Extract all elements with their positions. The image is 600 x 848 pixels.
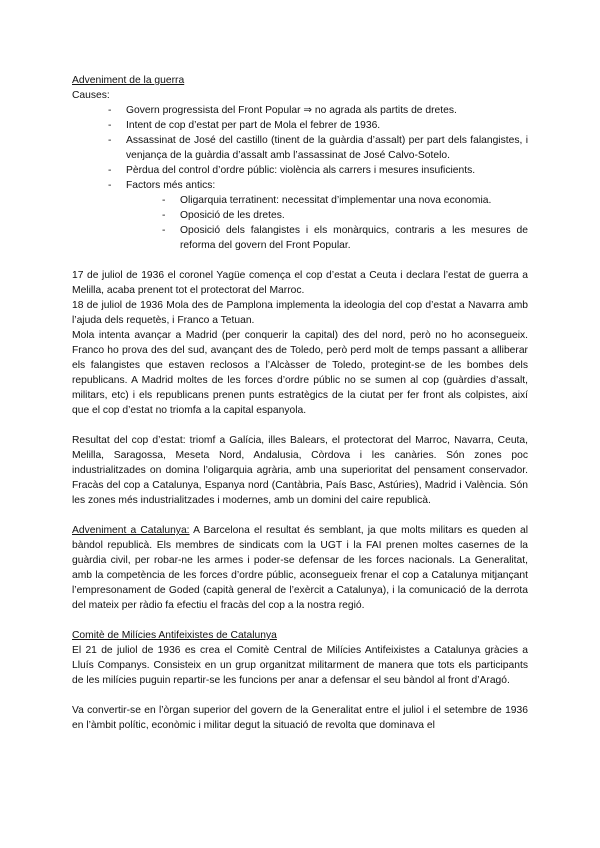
- spacer: [72, 613, 528, 628]
- paragraph-catalunya: [72, 523, 528, 613]
- section-heading-adveniment-catalunya: Adveniment a Catalunya:: [72, 525, 190, 536]
- sub-cause-item: - Oligarquia terratinent: necessitat d’implementar una nova economia.: [162, 193, 528, 208]
- catalunya-text: A Barcelona el resultat és semblant, ja que molts militars es queden al bàndol republicà. Els membres de sindicats com la UGT i la FAI prenen moltes casernes de la guàrdia civil, per robar-ne les armes i poder-se defensar de les forces nacionals. La Generalitat, amb la competència de les forces d’ordre públic, aconsegueix frenar el cop a Catalunya mitjançant l’empresonament de Goded (capità general de l’exèrcit a Catalunya), i la comunicació de la derrota del mateix per ràdio fa efectiu el fracàs del cop a la nostra regió.: [72, 525, 528, 611]
- causes-label: Causes:: [72, 90, 110, 101]
- spacer: [72, 418, 528, 433]
- cause-item-label: Factors més antics:: [126, 180, 216, 191]
- causes-list: [72, 103, 528, 253]
- paragraph-resultat: Resultat del cop d’estat: triomf a Galícia, illes Balears, el protectorat del Marroc, Navarra, Ceuta, Melilla, Saragossa, Meseta Nord, Andalusia, Còrdova i les canàries. Són zones poc industrialitzades on domina l’oligarquia agrària, amb una superioritat del pensament conservador. Fracàs del cop a Catalunya, Espanya nord (Cantàbria, País Basc, Astúries), Madrid i València. Són les zones més industrialitzades i modernes, amb un domini del caire republicà.: [72, 435, 528, 506]
- cause-item: - Intent de cop d’estat per part de Mola el febrer de 1936.: [108, 118, 528, 133]
- spacer: [72, 253, 528, 268]
- paragraph-17-juliol: 17 de juliol de 1936 el coronel Yagüe comença el cop d’estat a Ceuta i declara l’estat de guerra a Melilla, acaba prenent tot el protectorat del Marroc.: [72, 270, 528, 296]
- paragraph-18-juliol: 18 de juliol de 1936 Mola des de Pamplona implementa la ideologia del cop d’estat a Navarra amb l’ajuda dels requetès, i Franco a Tetuan.: [72, 300, 528, 326]
- section-heading-comite: Comitè de Milícies Antifeixistes de Catalunya: [72, 630, 277, 641]
- paragraph-comite-2: Va convertir-se en l’òrgan superior del govern de la Generalitat entre el juliol i el setembre de 1936 en l’àmbit polític, econòmic i militar degut la situació de revolta que dominava el: [72, 705, 528, 731]
- cause-item: - Govern progressista del Front Popular ⇒ no agrada als partits de dretes.: [108, 103, 528, 118]
- spacer: [72, 508, 528, 523]
- paragraph-comite-1: El 21 de juliol de 1936 es crea el Comitè Central de Milícies Antifeixistes a Catalunya gràcies a Lluís Companys. Consisteix en un grup organitzat militarment de manera que tots els participants de les milícies puguin repartir-se les funcions per anar a defensar el seu bàndol al front d’Aragó.: [72, 645, 528, 686]
- cause-item: [108, 178, 528, 253]
- sub-cause-item: - Oposició dels falangistes i els monàrquics, contraris a les mesures de reforma del govern del Front Popular.: [162, 223, 528, 253]
- sub-cause-item: - Oposició de les dretes.: [162, 208, 528, 223]
- section-heading-adveniment-guerra: Adveniment de la guerra: [72, 75, 185, 86]
- sub-causes-list: [126, 193, 528, 253]
- paragraph-madrid: Mola intenta avançar a Madrid (per conquerir la capital) des del nord, però no ho aconsegueix. Franco ho prova des del sud, avançant des de Toledo, però perd molt de temps passant a alliberar els falangistes que estaven reclosos a l’Alcàsser de Toledo, protegint-se de les bombes dels republicans. A Madrid moltes de les forces d’ordre públic no se sumen al cop (guàrdies d’assalt, militars, etc) i els republicans prenen punts estratègics de la ciutat per fer front als colpistes, així que el cop d’estat no triomfa a la capital espanyola.: [72, 330, 528, 416]
- cause-item: - Pèrdua del control d’ordre públic: violència als carrers i mesures insuficients.: [108, 163, 528, 178]
- cause-item: - Assassinat de José del castillo (tinent de la guàrdia d’assalt) per part dels falangistes, i venjança de la guàrdia d’assalt amb l’assassinat de José Calvo-Sotelo.: [108, 133, 528, 163]
- spacer: [72, 688, 528, 703]
